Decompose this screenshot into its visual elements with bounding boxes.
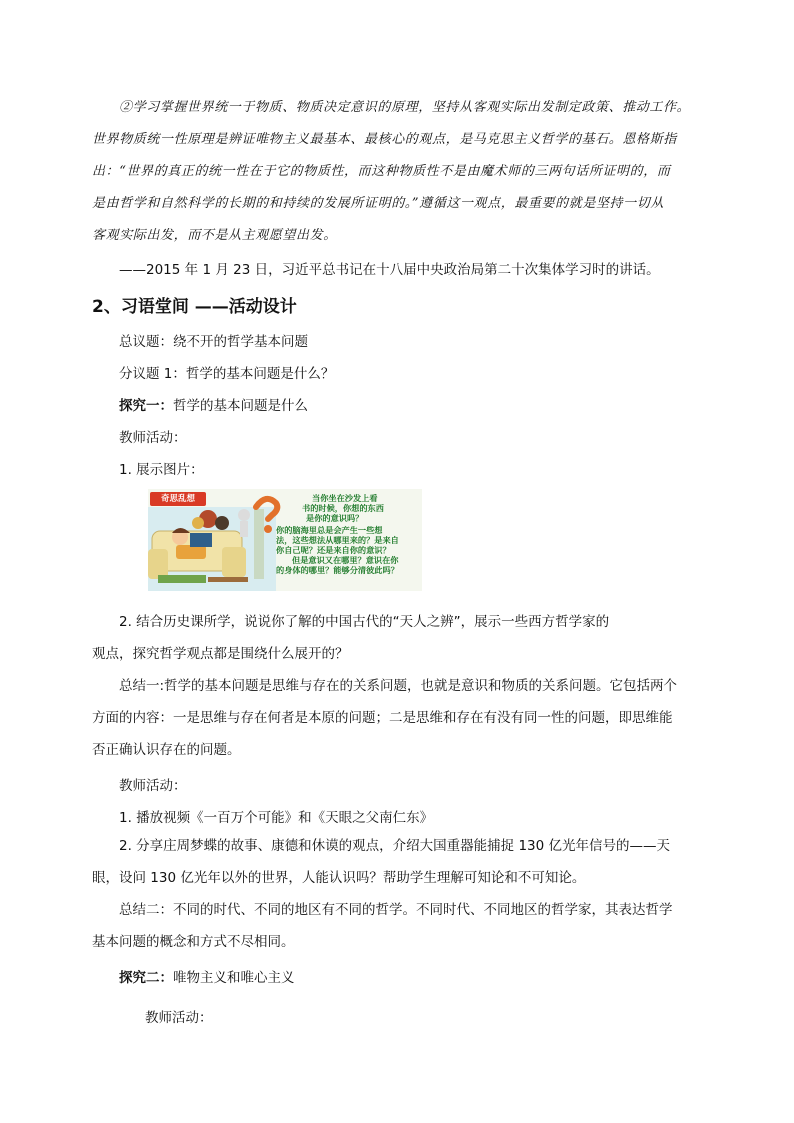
main-topic: 总议题：绕不开的哲学基本问题	[119, 334, 308, 350]
caption-line-6: 你自己呢？还是来自你的意识？	[276, 545, 391, 555]
summary-one-line-1: 总结一:哲学的基本问题是思维与存在的关系问题，也就是意识和物质的关系问题。它包括两个	[119, 678, 678, 694]
illustration-caption	[276, 493, 422, 575]
section-heading: 2、习语堂间 ——活动设计	[92, 297, 297, 317]
share-line-2: 眼，设问 130 亿光年以外的世界，人能认识吗？帮助学生理解可知论和不可知论。	[92, 870, 586, 886]
caption-line-5: 法，这些想法从哪里来的？是来自	[276, 535, 399, 545]
explore-two-label: 探究二：	[119, 970, 173, 986]
explore-one	[119, 394, 308, 414]
video-item: 1. 播放视频《一百万个可能》和《天眼之父南仁东》	[119, 810, 434, 826]
step-one: 1. 展示图片：	[119, 462, 204, 478]
share-item	[92, 830, 704, 894]
summary-one-line-2: 方面的内容：一是思维与存在何者是本原的问题；二是思维和存在有没有同一性的问题，即思维能	[92, 710, 673, 726]
teacher-activity-3: 教师活动：	[145, 1010, 213, 1026]
quote-block	[92, 92, 702, 252]
caption-line-8: 的身体的哪里？能够分清彼此吗？	[276, 565, 399, 575]
explore-one-text: 哲学的基本问题是什么	[173, 398, 308, 414]
summary-one	[92, 670, 704, 766]
caption-line-3: 是你的意识吗？	[306, 513, 364, 523]
summary-one-line-3: 否正确认识存在的问题。	[92, 742, 241, 758]
step-two-line-1: 2. 结合历史课所学，说说你了解的中国古代的“天人之辨”，展示一些西方哲学家的	[119, 614, 610, 630]
quote-source: ——2015 年 1 月 23 日，习近平总书记在十八届中央政治局第二十次集体学习时的讲话。	[119, 262, 660, 278]
quote-line-4: 是由哲学和自然科学的长期的和持续的发展所证明的。”遵循这一观点，最重要的就是坚持一切从	[92, 196, 664, 211]
summary-two-line-2: 基本问题的概念和方式不尽相同。	[92, 934, 295, 950]
quote-line-1: ②学习掌握世界统一于物质、物质决定意识的原理，坚持从客观实际出发制定政策、推动工作。	[119, 100, 691, 115]
illustration-image	[148, 489, 422, 591]
explore-one-label: 探究一：	[119, 398, 173, 414]
caption-line-4: 你的脑海里总是会产生一些想	[276, 525, 383, 535]
step-two	[92, 606, 704, 670]
step-two-line-2: 观点，探究哲学观点都是围绕什么展开的？	[92, 646, 349, 662]
explore-two-text: 唯物主义和唯心主义	[173, 970, 295, 986]
caption-line-1: 当你坐在沙发上看	[312, 493, 378, 503]
share-line-1: 2. 分享庄周梦蝶的故事、康德和休谟的观点，介绍大国重器能捕捉 130 亿光年信号的——天	[119, 838, 671, 854]
illustration-badge: 奇思乱想	[150, 492, 206, 506]
quote-line-5: 客观实际出发，而不是从主观愿望出发。	[92, 228, 337, 243]
summary-two	[92, 894, 704, 958]
summary-two-line-1: 总结二：不同的时代、不同的地区有不同的哲学。不同时代、不同地区的哲学家，其表达哲学	[119, 902, 673, 918]
sub-topic: 分议题 1：哲学的基本问题是什么？	[119, 366, 335, 382]
explore-two	[119, 966, 295, 986]
teacher-activity-2: 教师活动：	[119, 778, 187, 794]
teacher-activity-1: 教师活动：	[119, 430, 187, 446]
quote-line-3: 出：“世界的真正的统一性在于它的物质性，而这种物质性不是由魔术师的三两句话所证明的，而	[92, 164, 671, 179]
caption-line-2: 书的时候，你想的东西	[302, 503, 384, 513]
quote-line-2: 世界物质统一性原理是辨证唯物主义最基本、最核心的观点，是马克思主义哲学的基石。恩格斯指	[92, 132, 677, 147]
caption-line-7: 但是意识又在哪里？意识在你	[292, 555, 399, 565]
